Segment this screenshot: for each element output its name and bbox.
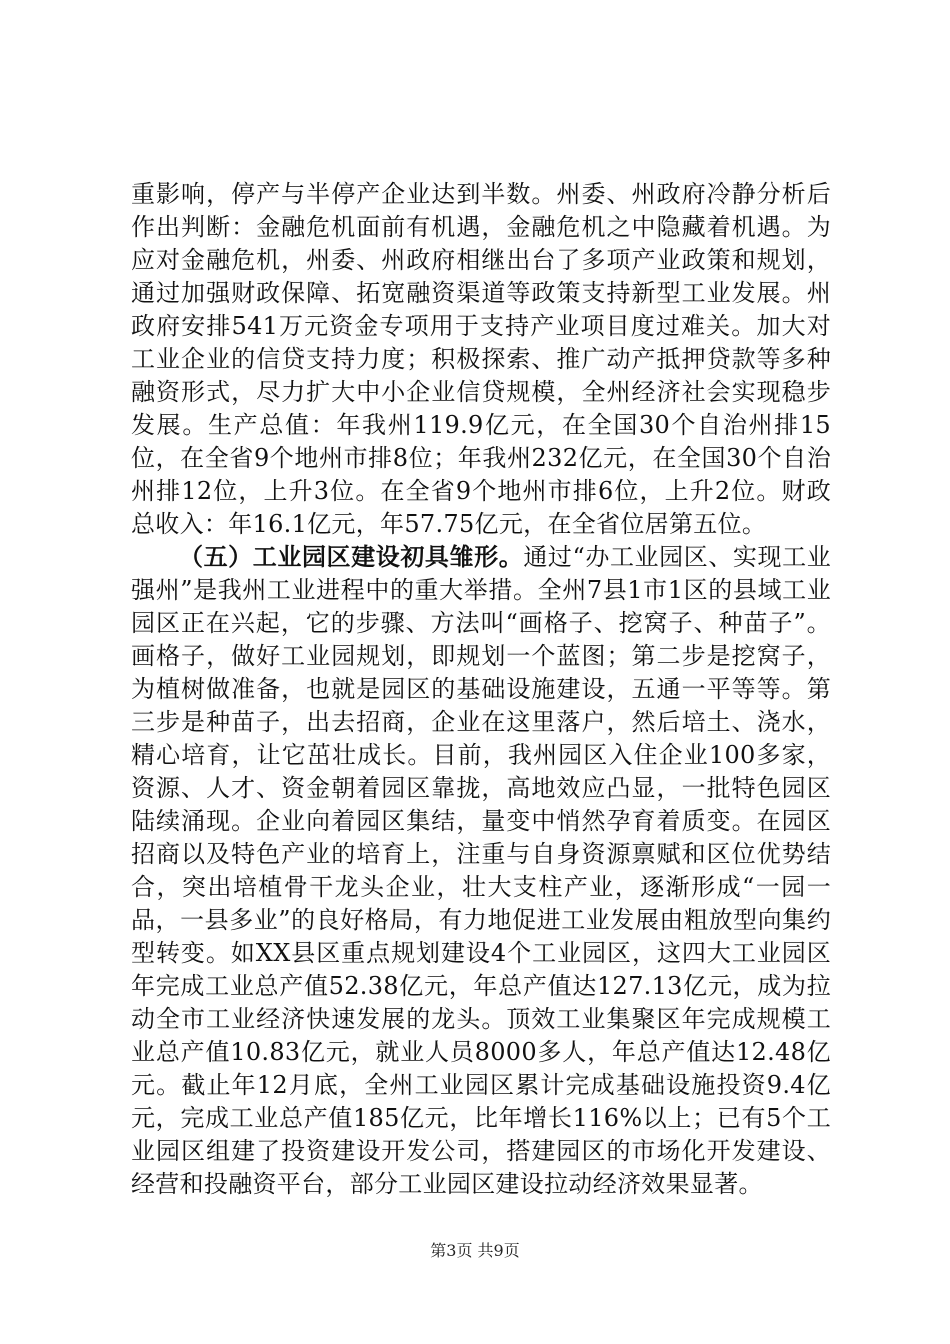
paragraph: 重影响，停产与半停产企业达到半数。州委、州政府冷静分析后作出判断：金融危机面前有机遇，金融危机之中隐藏着机遇。为应对金融危机，州委、州政府相继出台了多项产业政策和规划，通过加强财政保障、拓宽融资渠道等政策支持新型工业发展。州政府安排541万元资金专项用于支持产业项目度过难关。加大对工业企业的信贷支持力度；积极探索、推广动产抵押贷款等多种融资形式，尽力扩大中小企业信贷规模，全州经济社会实现稳步发展。生产总值：年我州119.9亿元，在全国30个自治州排15位，在全省9个地州市排8位；年我州232亿元，在全国30个自治州排12位，上升3位。在全省9个地州市排6位，上升2位。财政总收入：年16.1亿元，年57.75亿元，在全省位居第五位。 (131, 180, 831, 538)
document-body (131, 178, 831, 1201)
paragraph-body: 通过“办工业园区、实现工业强州”是我州工业进程中的重大举措。全州7县1市1区的县域工业园区正在兴起，它的步骤、方法叫“画格子、挖窝子、种苗子”。画格子，做好工业园规划，即规划一个蓝图；第二步是挖窝子，为植树做准备，也就是园区的基础设施建设，五通一平等等。第三步是种苗子，出去招商，企业在这里落户，然后培土、浇水，精心培育，让它茁壮成长。目前，我州园区入住企业100多家，资源、人才、资金朝着园区靠拢，高地效应凸显，一批特色园区陆续涌现。企业向着园区集结，量变中悄然孕育着质变。在园区招商以及特色产业的培育上，注重与自身资源禀赋和区位优势结合，突出培植骨干龙头企业，壮大支柱产业，逐渐形成“一园一品，一县多业”的良好格局，有力地促进工业发展由粗放型向集约型转变。如XX县区重点规划建设4个工业园区，这四大工业园区年完成工业总产值52.38亿元，年总产值达127.13亿元，成为拉动全市工业经济快速发展的龙头。顶效工业集聚区年完成规模工业总产值10.83亿元，就业人员8000多人，年总产值达12.48亿元。截止年12月底，全州工业园区累计完成基础设施投资9.4亿元，完成工业总产值185亿元，比年增长116%以上；已有5个工业园区组建了投资建设开发公司，搭建园区的市场化开发建设、经营和投融资平台，部分工业园区建设拉动经济效果显著。 (131, 543, 832, 1198)
section-heading: （五）工业园区建设初具雏形。 (179, 543, 524, 571)
paragraph (131, 541, 831, 1201)
page-footer: 第3页 共9页 (430, 1241, 520, 1260)
